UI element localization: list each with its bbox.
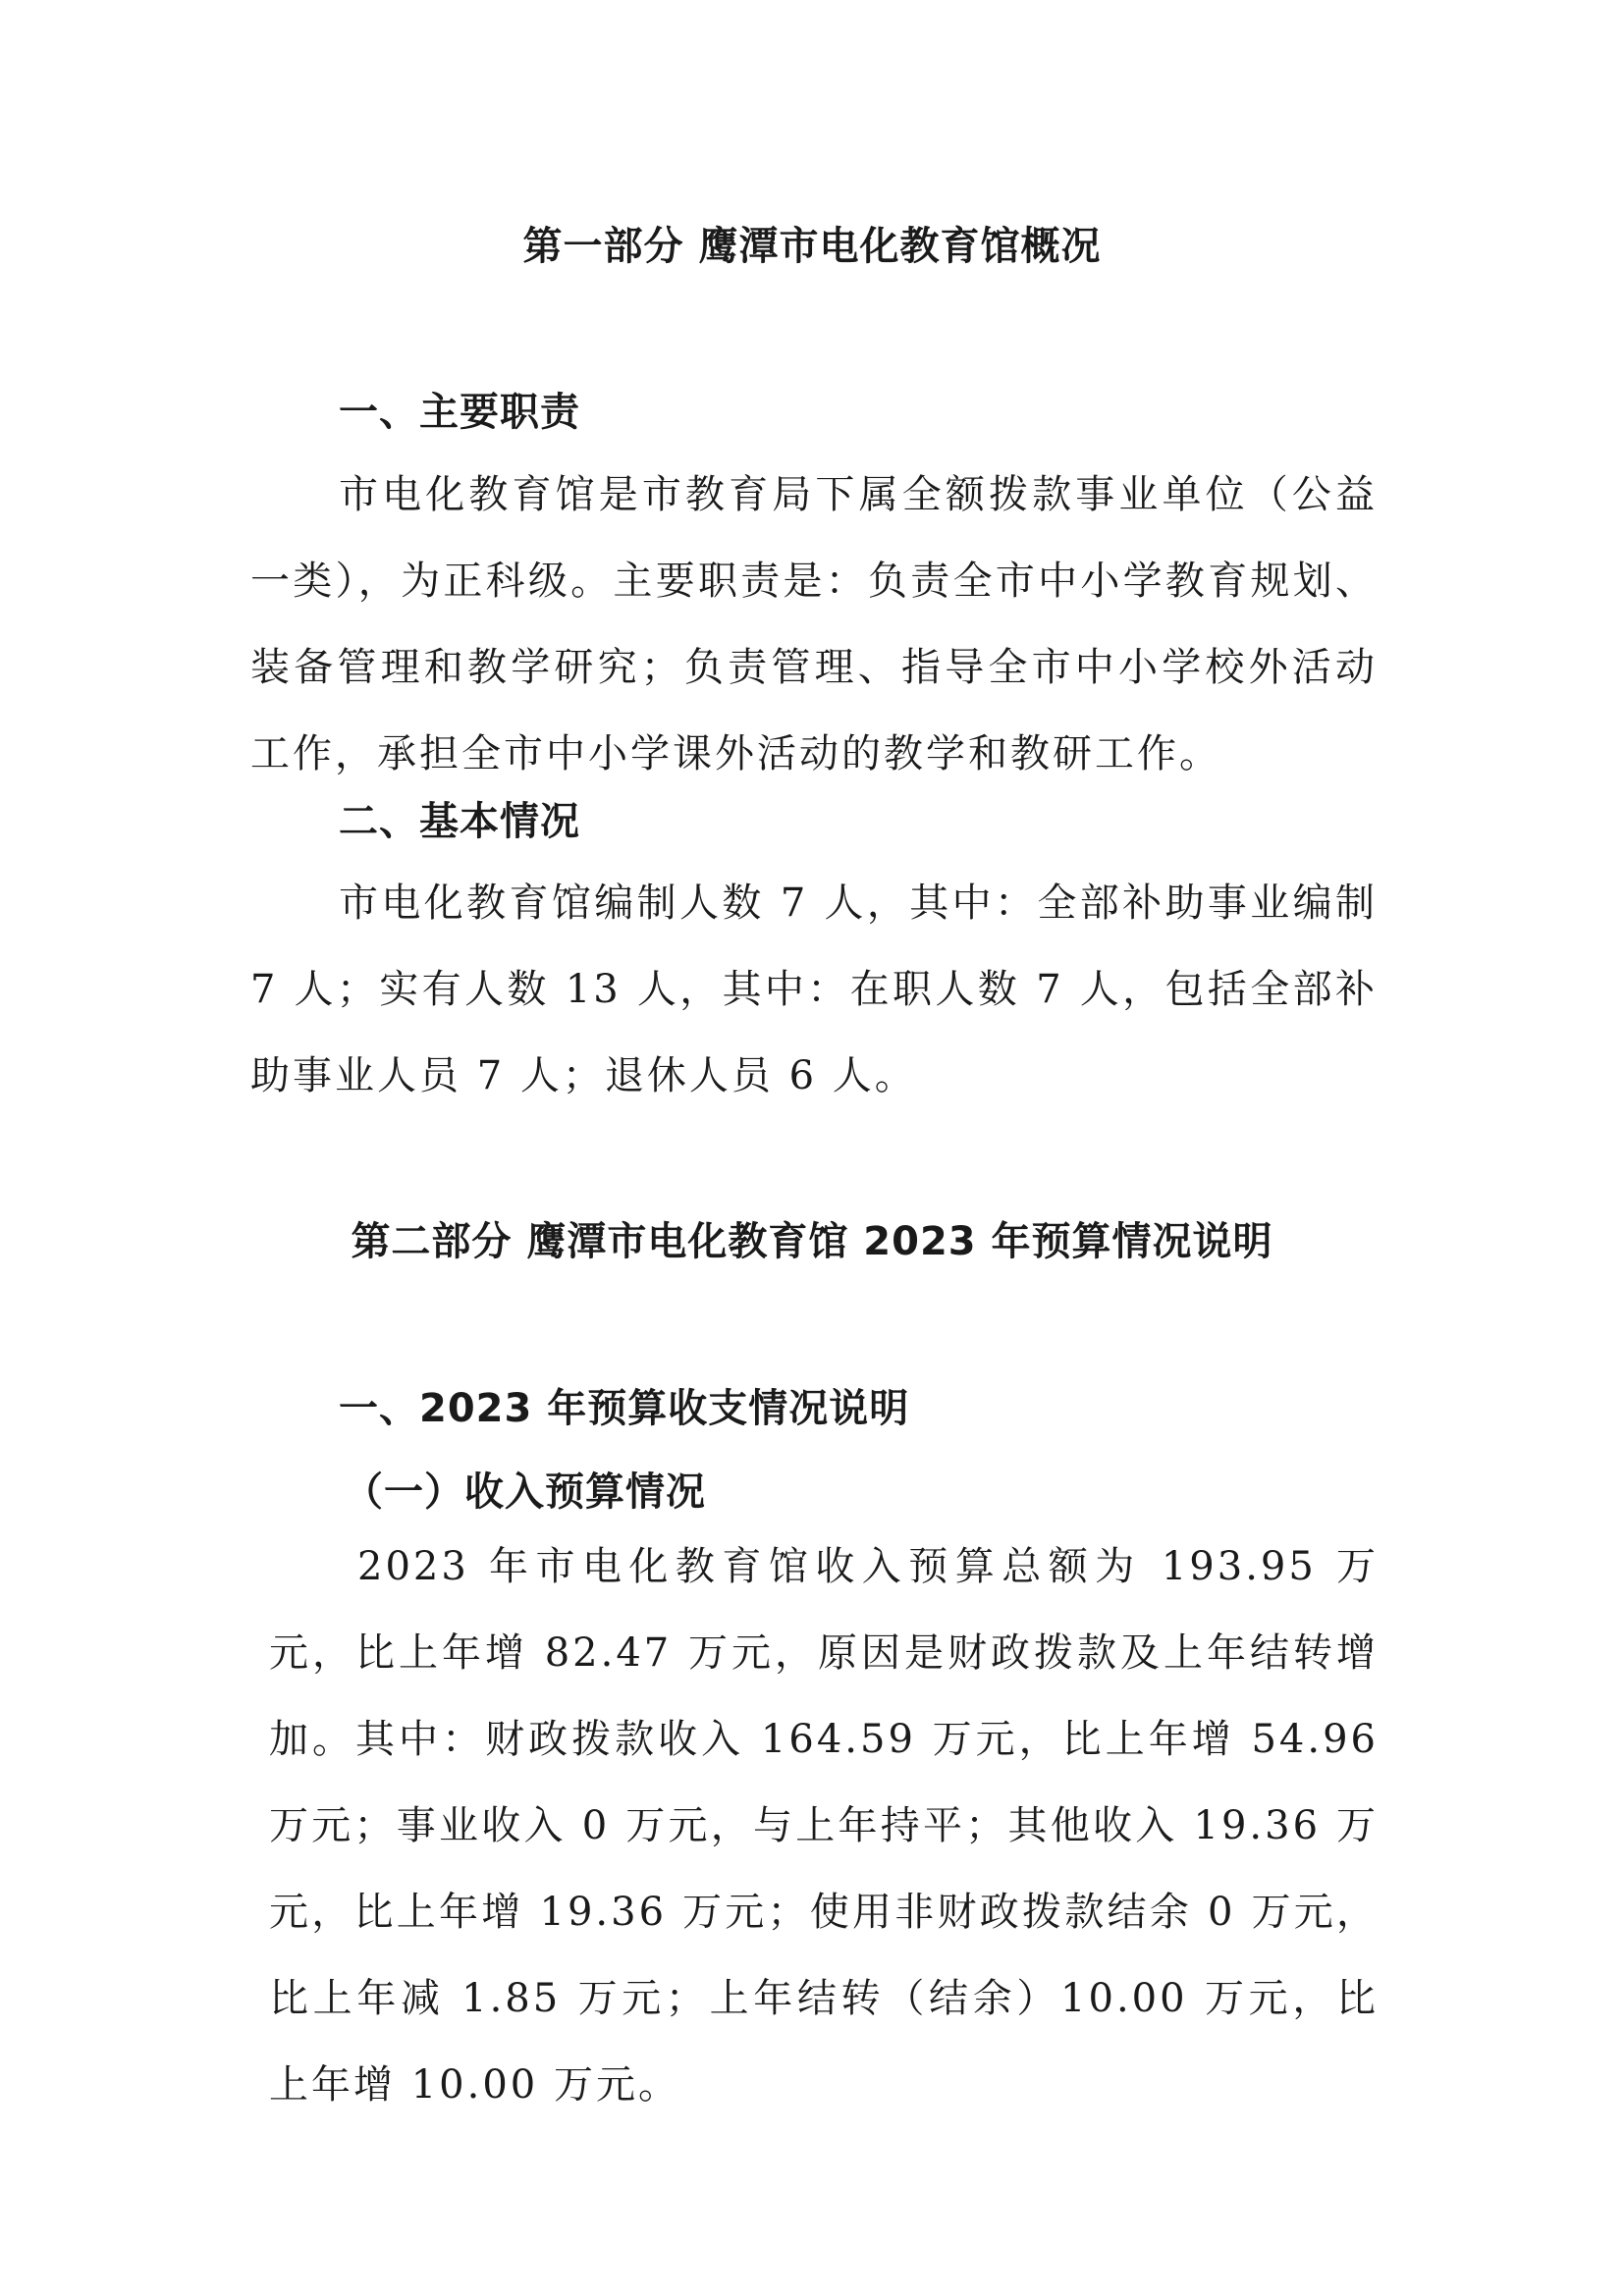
part1-section2-body: 市电化教育馆编制人数 7 人，其中：全部补助事业编制 7 人；实有人数 13 人，其中：在职人数 7 人，包括全部补助事业人员 7 人；退休人员 6 人。: [250, 881, 1378, 1098]
part1-title: 第一部分 鹰潭市电化教育馆概况: [522, 224, 1102, 269]
part1-section1-heading: 一、主要职责: [339, 390, 580, 435]
part2-section1-body: 2023 年市电化教育馆收入预算总额为 193.95 万元，比上年增 82.47 万元，原因是财政拨款及上年结转增加。其中：财政拨款收入 164.59 万元，比上年增 54.96 万元；事业收入 0 万元，与上年持平；其他收入 19.36 万元，比上年增 19.36 万元；使用非财政拨款结余 0 万元，比上年减 1.85 万元；上年结转（结余）10.00 万元，比上年增 10.00 万元。: [269, 1544, 1379, 2108]
part1-section2-heading: 二、基本情况: [339, 799, 580, 844]
part2-section1-heading: 一、2023 年预算收支情况说明: [339, 1386, 910, 1431]
part2-title: 第二部分 鹰潭市电化教育馆 2023 年预算情况说明: [351, 1219, 1273, 1264]
part1-section1-body: 市电化教育馆是市教育局下属全额拨款事业单位（公益一类），为正科级。主要职责是：负责全市中小学教育规划、装备管理和教学研究；负责管理、指导全市中小学校外活动工作，承担全市中小学课外活动的教学和教研工作。: [250, 472, 1378, 776]
part2-section1-subheading: （一）收入预算情况: [344, 1469, 706, 1515]
